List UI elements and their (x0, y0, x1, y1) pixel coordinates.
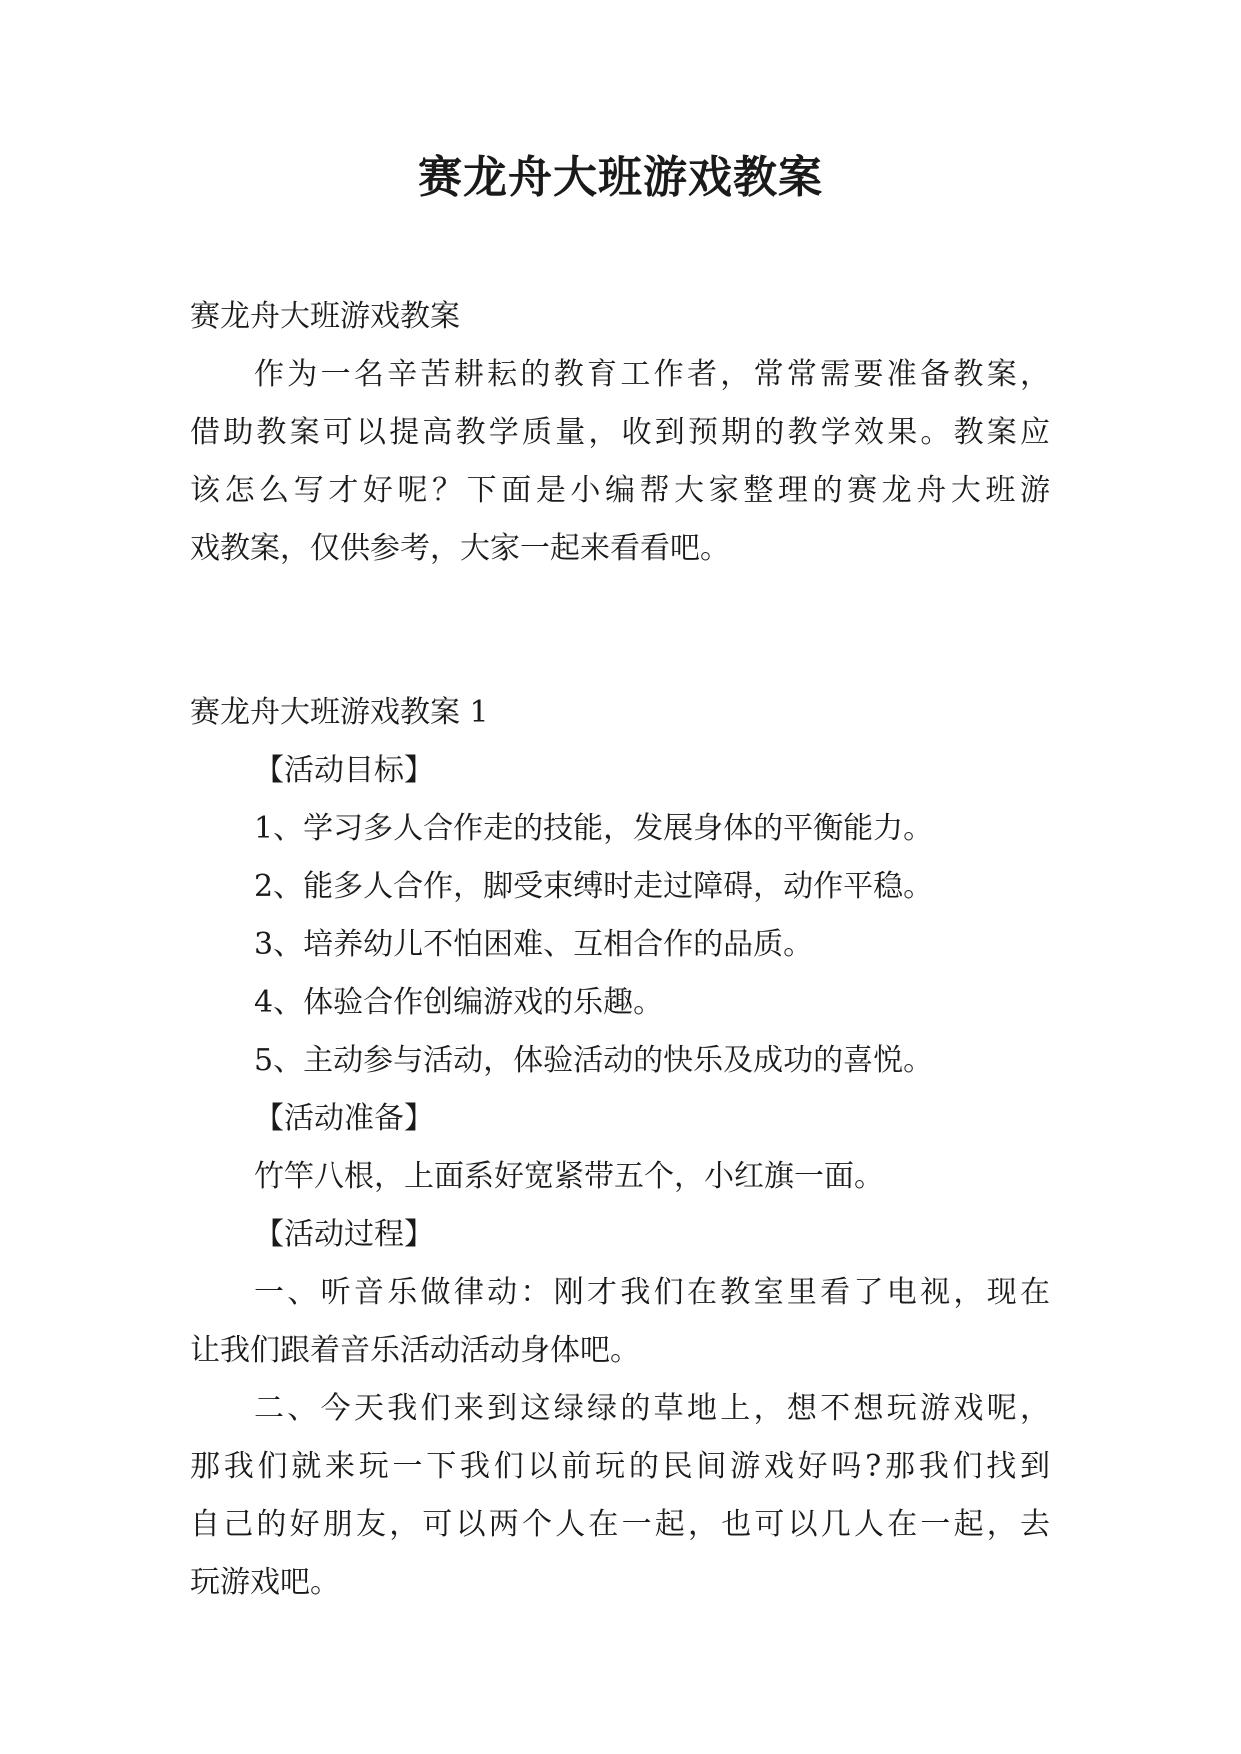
process-step-2 (190, 1380, 1050, 1612)
step-line: 那我们就来玩一下我们以前玩的民间游戏好吗?那我们找到 (190, 1449, 1050, 1484)
prep-text: 竹竿八根，上面系好宽紧带五个，小红旗一面。 (254, 1159, 884, 1194)
goals-heading: 【活动目标】 (254, 753, 434, 788)
prep-heading: 【活动准备】 (254, 1101, 434, 1136)
goal-item: 3、培养幼儿不怕困难、互相合作的品质。 (254, 927, 814, 962)
step-line: 让我们跟着音乐活动活动身体吧。 (190, 1333, 640, 1368)
goal-item: 4、体验合作创编游戏的乐趣。 (254, 985, 664, 1020)
intro-line: 作为一名辛苦耕耘的教育工作者，常常需要准备教案， (254, 357, 1050, 392)
intro-paragraph (190, 346, 1050, 578)
goal-item: 5、主动参与活动，体验活动的快乐及成功的喜悦。 (254, 1043, 934, 1078)
goal-item: 1、学习多人合作走的技能，发展身体的平衡能力。 (254, 811, 934, 846)
document-title: 赛龙舟大班游戏教案 (418, 152, 823, 203)
section-gap (190, 578, 1050, 684)
intro-line: 该怎么写才好呢？下面是小编帮大家整理的赛龙舟大班游 (190, 473, 1050, 508)
step-line: 一、听音乐做律动：刚才我们在教室里看了电视，现在 (254, 1275, 1050, 1310)
document-body (190, 288, 1050, 1612)
goal-item: 2、能多人合作，脚受束缚时走过障碍，动作平稳。 (254, 869, 934, 904)
process-heading: 【活动过程】 (254, 1217, 434, 1252)
section-heading: 赛龙舟大班游戏教案 1 (190, 695, 489, 730)
step-line: 玩游戏吧。 (190, 1565, 340, 1600)
step-line: 自己的好朋友，可以两个人在一起，也可以几人在一起，去 (190, 1507, 1050, 1542)
document-subtitle: 赛龙舟大班游戏教案 (190, 299, 460, 334)
process-step-1 (190, 1264, 1050, 1380)
step-line: 二、今天我们来到这绿绿的草地上，想不想玩游戏呢， (254, 1391, 1050, 1426)
intro-line: 借助教案可以提高教学质量，收到预期的教学效果。教案应 (190, 415, 1050, 450)
intro-line: 戏教案，仅供参考，大家一起来看看吧。 (190, 531, 730, 566)
